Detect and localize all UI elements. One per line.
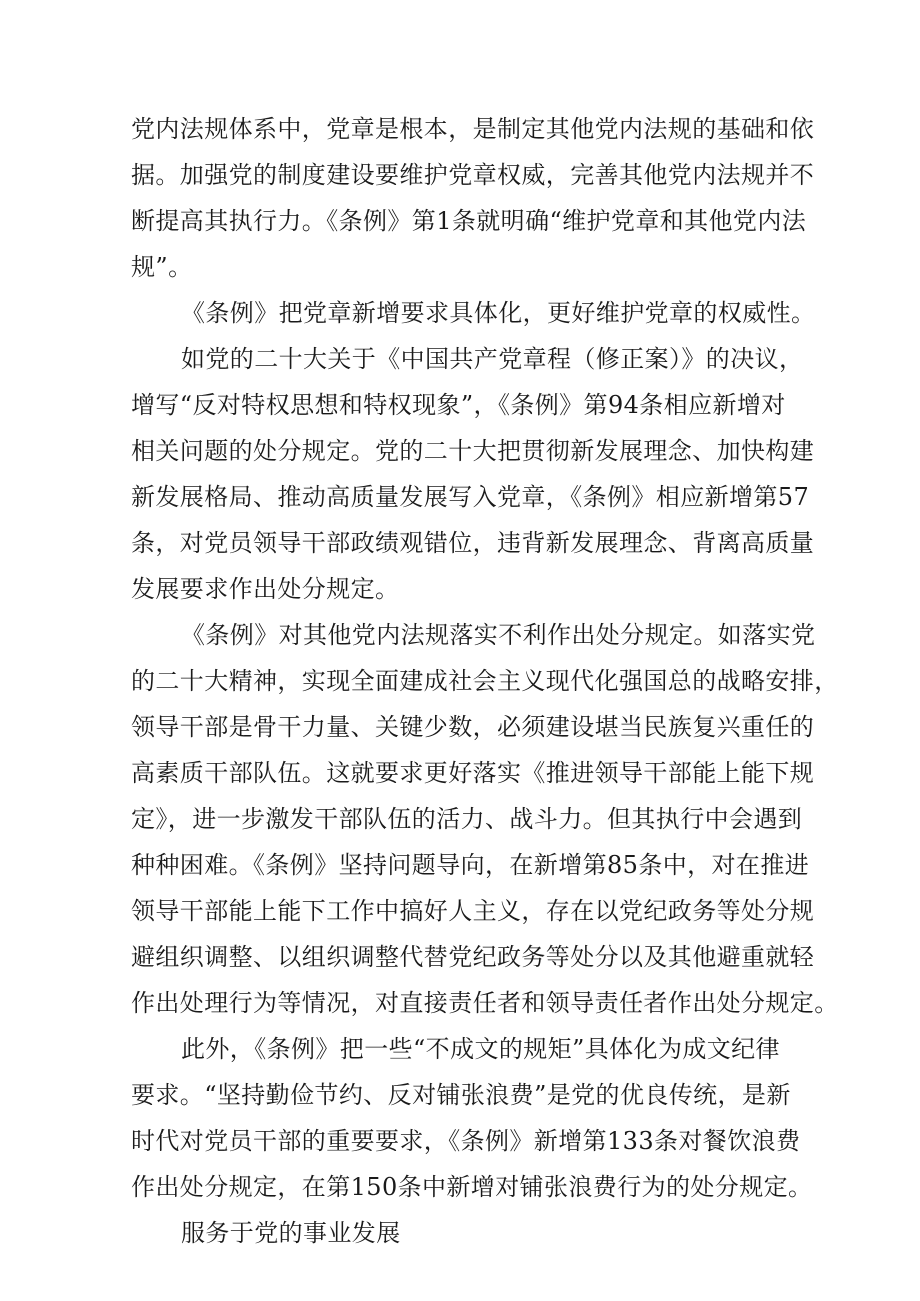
text-line: 条，对党员领导干部政绩观错位，违背新发展理念、背离高质量 bbox=[131, 529, 815, 557]
text-line: 作出处分规定，在第150条中新增对铺张浪费行为的处分规定。 bbox=[131, 1173, 813, 1201]
text-line: 此外，《条例》把一些“不成文的规矩”具体化为成文纪律 bbox=[181, 1035, 780, 1063]
text-line: 《条例》对其他党内法规落实不利作出处分规定。如落实党 bbox=[181, 621, 816, 649]
text-line: 时代对党员干部的重要要求，《条例》新增第133条对餐饮浪费 bbox=[131, 1127, 801, 1155]
text-line: 种种困难。《条例》坚持问题导向，在新增第85条中，对在推进 bbox=[131, 851, 810, 879]
text-line: 新发展格局、推动高质量发展写入党章，《条例》相应新增第57 bbox=[131, 483, 810, 511]
text-line: 领导干部是骨干力量、关键少数，必须建设堪当民族复兴重任的 bbox=[131, 713, 815, 741]
text-line: 作出处理行为等情况，对直接责任者和领导责任者作出处分规定。 bbox=[131, 989, 839, 1017]
text-line: 避组织调整、以组织调整代替党纪政务等处分以及其他避重就轻 bbox=[131, 943, 815, 971]
text-line: 规”。 bbox=[131, 253, 193, 281]
text-line: 发展要求作出处分规定。 bbox=[131, 575, 400, 603]
text-line: 增写“反对特权思想和特权现象”，《条例》第94条相应新增对 bbox=[131, 391, 786, 419]
text-line: 要求。“坚持勤俭节约、反对铺张浪费”是党的优良传统，是新 bbox=[131, 1081, 791, 1109]
text-line: 领导干部能上能下工作中搞好人主义，存在以党纪政务等处分规 bbox=[131, 897, 815, 925]
text-line: 如党的二十大关于《中国共产党章程（修正案）》的决议， bbox=[181, 345, 804, 373]
section-heading: 服务于党的事业发展 bbox=[181, 1219, 401, 1247]
text-line: 高素质干部队伍。这就要求更好落实《推进领导干部能上能下规 bbox=[131, 759, 815, 787]
text-line: 定》，进一步激发干部队伍的活力、战斗力。但其执行中会遇到 bbox=[131, 805, 803, 833]
text-line: 据。加强党的制度建设要维护党章权威，完善其他党内法规并不 bbox=[131, 161, 815, 189]
text-line: 《条例》把党章新增要求具体化，更好维护党章的权威性。 bbox=[181, 299, 816, 327]
text-line: 断提高其执行力。《条例》第1条就明确“维护党章和其他党内法 bbox=[131, 207, 807, 235]
text-line: 的二十大精神，实现全面建成社会主义现代化强国总的战略安排， bbox=[131, 667, 839, 695]
text-line: 党内法规体系中，党章是根本，是制定其他党内法规的基础和依 bbox=[131, 115, 815, 143]
text-line: 相关问题的处分规定。党的二十大把贯彻新发展理念、加快构建 bbox=[131, 437, 815, 465]
